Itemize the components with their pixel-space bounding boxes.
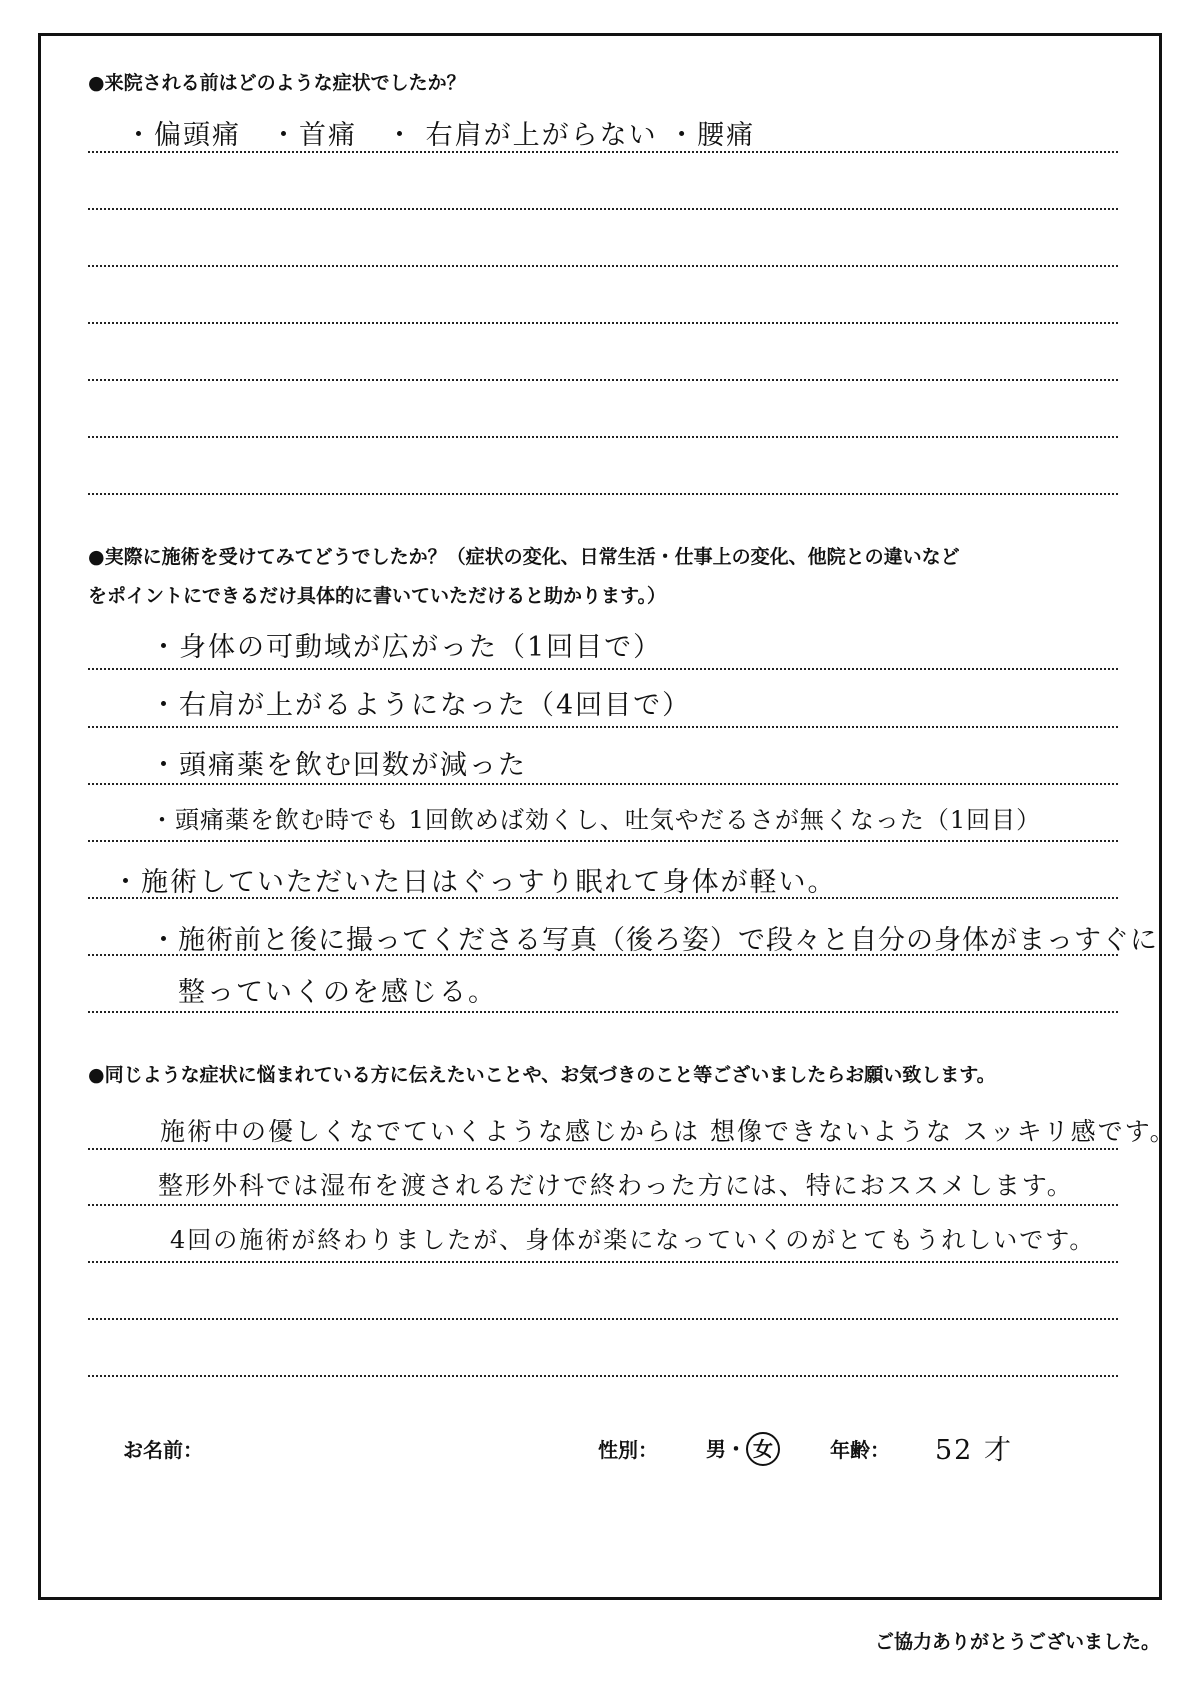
thanks-message: ご協力ありがとうございました。: [874, 1631, 1160, 1653]
dotted-line: [88, 726, 1118, 728]
dotted-line: [88, 1261, 1118, 1263]
gender-options: [706, 1432, 780, 1466]
dotted-line: [88, 1204, 1118, 1206]
gender-separator: ・: [726, 1437, 746, 1461]
dotted-line: [88, 208, 1118, 210]
dotted-line: [88, 954, 1118, 956]
answer-symptoms-before: ・偏頭痛 ・首痛 ・ 右肩が上がらない ・腰痛: [125, 120, 756, 151]
answer-line: ・施術前と後に撮ってくださる写真（後ろ姿）で段々と自分の身体がまっすぐに: [150, 925, 1158, 956]
age-label: 年齢：: [830, 1438, 890, 1462]
answer-line: 施術中の優しくなでていくような感じからは 想像できないような スッキリ感です。: [160, 1117, 1177, 1146]
age-value: 52 才: [935, 1435, 1013, 1466]
dotted-line: [88, 265, 1118, 267]
answer-line: 整形外科では湿布を渡されるだけで終わった方には、特におススメします。: [158, 1171, 1074, 1200]
dotted-line: [88, 379, 1118, 381]
dotted-line: [88, 668, 1118, 670]
gender-female-circled: 女: [746, 1432, 780, 1466]
dotted-line: [88, 151, 1118, 153]
gender-label: 性別：: [598, 1438, 658, 1462]
answer-line: 4回の施術が終わりましたが、身体が楽になっていくのがとてもうれしいです。: [170, 1226, 1096, 1254]
answer-line: 整っていくのを感じる。: [178, 977, 497, 1008]
answer-line: ・右肩が上がるようになった（4回目で）: [150, 690, 692, 721]
answer-line: ・身体の可動域が広がった（1回目で）: [150, 632, 663, 663]
dotted-line: [88, 840, 1118, 842]
answer-line: ・頭痛薬を飲む時でも 1回飲めば効くし、吐気やだるさが無くなった（1回目）: [150, 806, 1042, 834]
answer-line: ・頭痛薬を飲む回数が減った: [150, 750, 527, 781]
dotted-line: [88, 783, 1118, 785]
dotted-line: [88, 493, 1118, 495]
question-message-to-others: ●同じような症状に悩まれている方に伝えたいことや、お気づきのこと等ございましたらお願い致します。: [88, 1064, 996, 1086]
dotted-line: [88, 1375, 1118, 1377]
dotted-line: [88, 322, 1118, 324]
dotted-line: [88, 1148, 1118, 1150]
dotted-line: [88, 436, 1118, 438]
question-treatment-experience: ●実際に施術を受けてみてどうでしたか？（症状の変化、日常生活・仕事上の変化、他院との違いなど: [88, 546, 960, 568]
question-symptoms-before: ●来院される前はどのような症状でしたか？: [88, 72, 466, 94]
answer-line: ・施術していただいた日はぐっすり眠れて身体が軽い。: [112, 867, 837, 898]
question-treatment-experience-cont: をポイントにできるだけ具体的に書いていただけると助かります。）: [88, 585, 666, 607]
gender-male: 男: [706, 1437, 726, 1461]
dotted-line: [88, 1011, 1118, 1013]
dotted-line: [88, 897, 1118, 899]
name-label: お名前：: [123, 1438, 203, 1462]
dotted-line: [88, 1318, 1118, 1320]
